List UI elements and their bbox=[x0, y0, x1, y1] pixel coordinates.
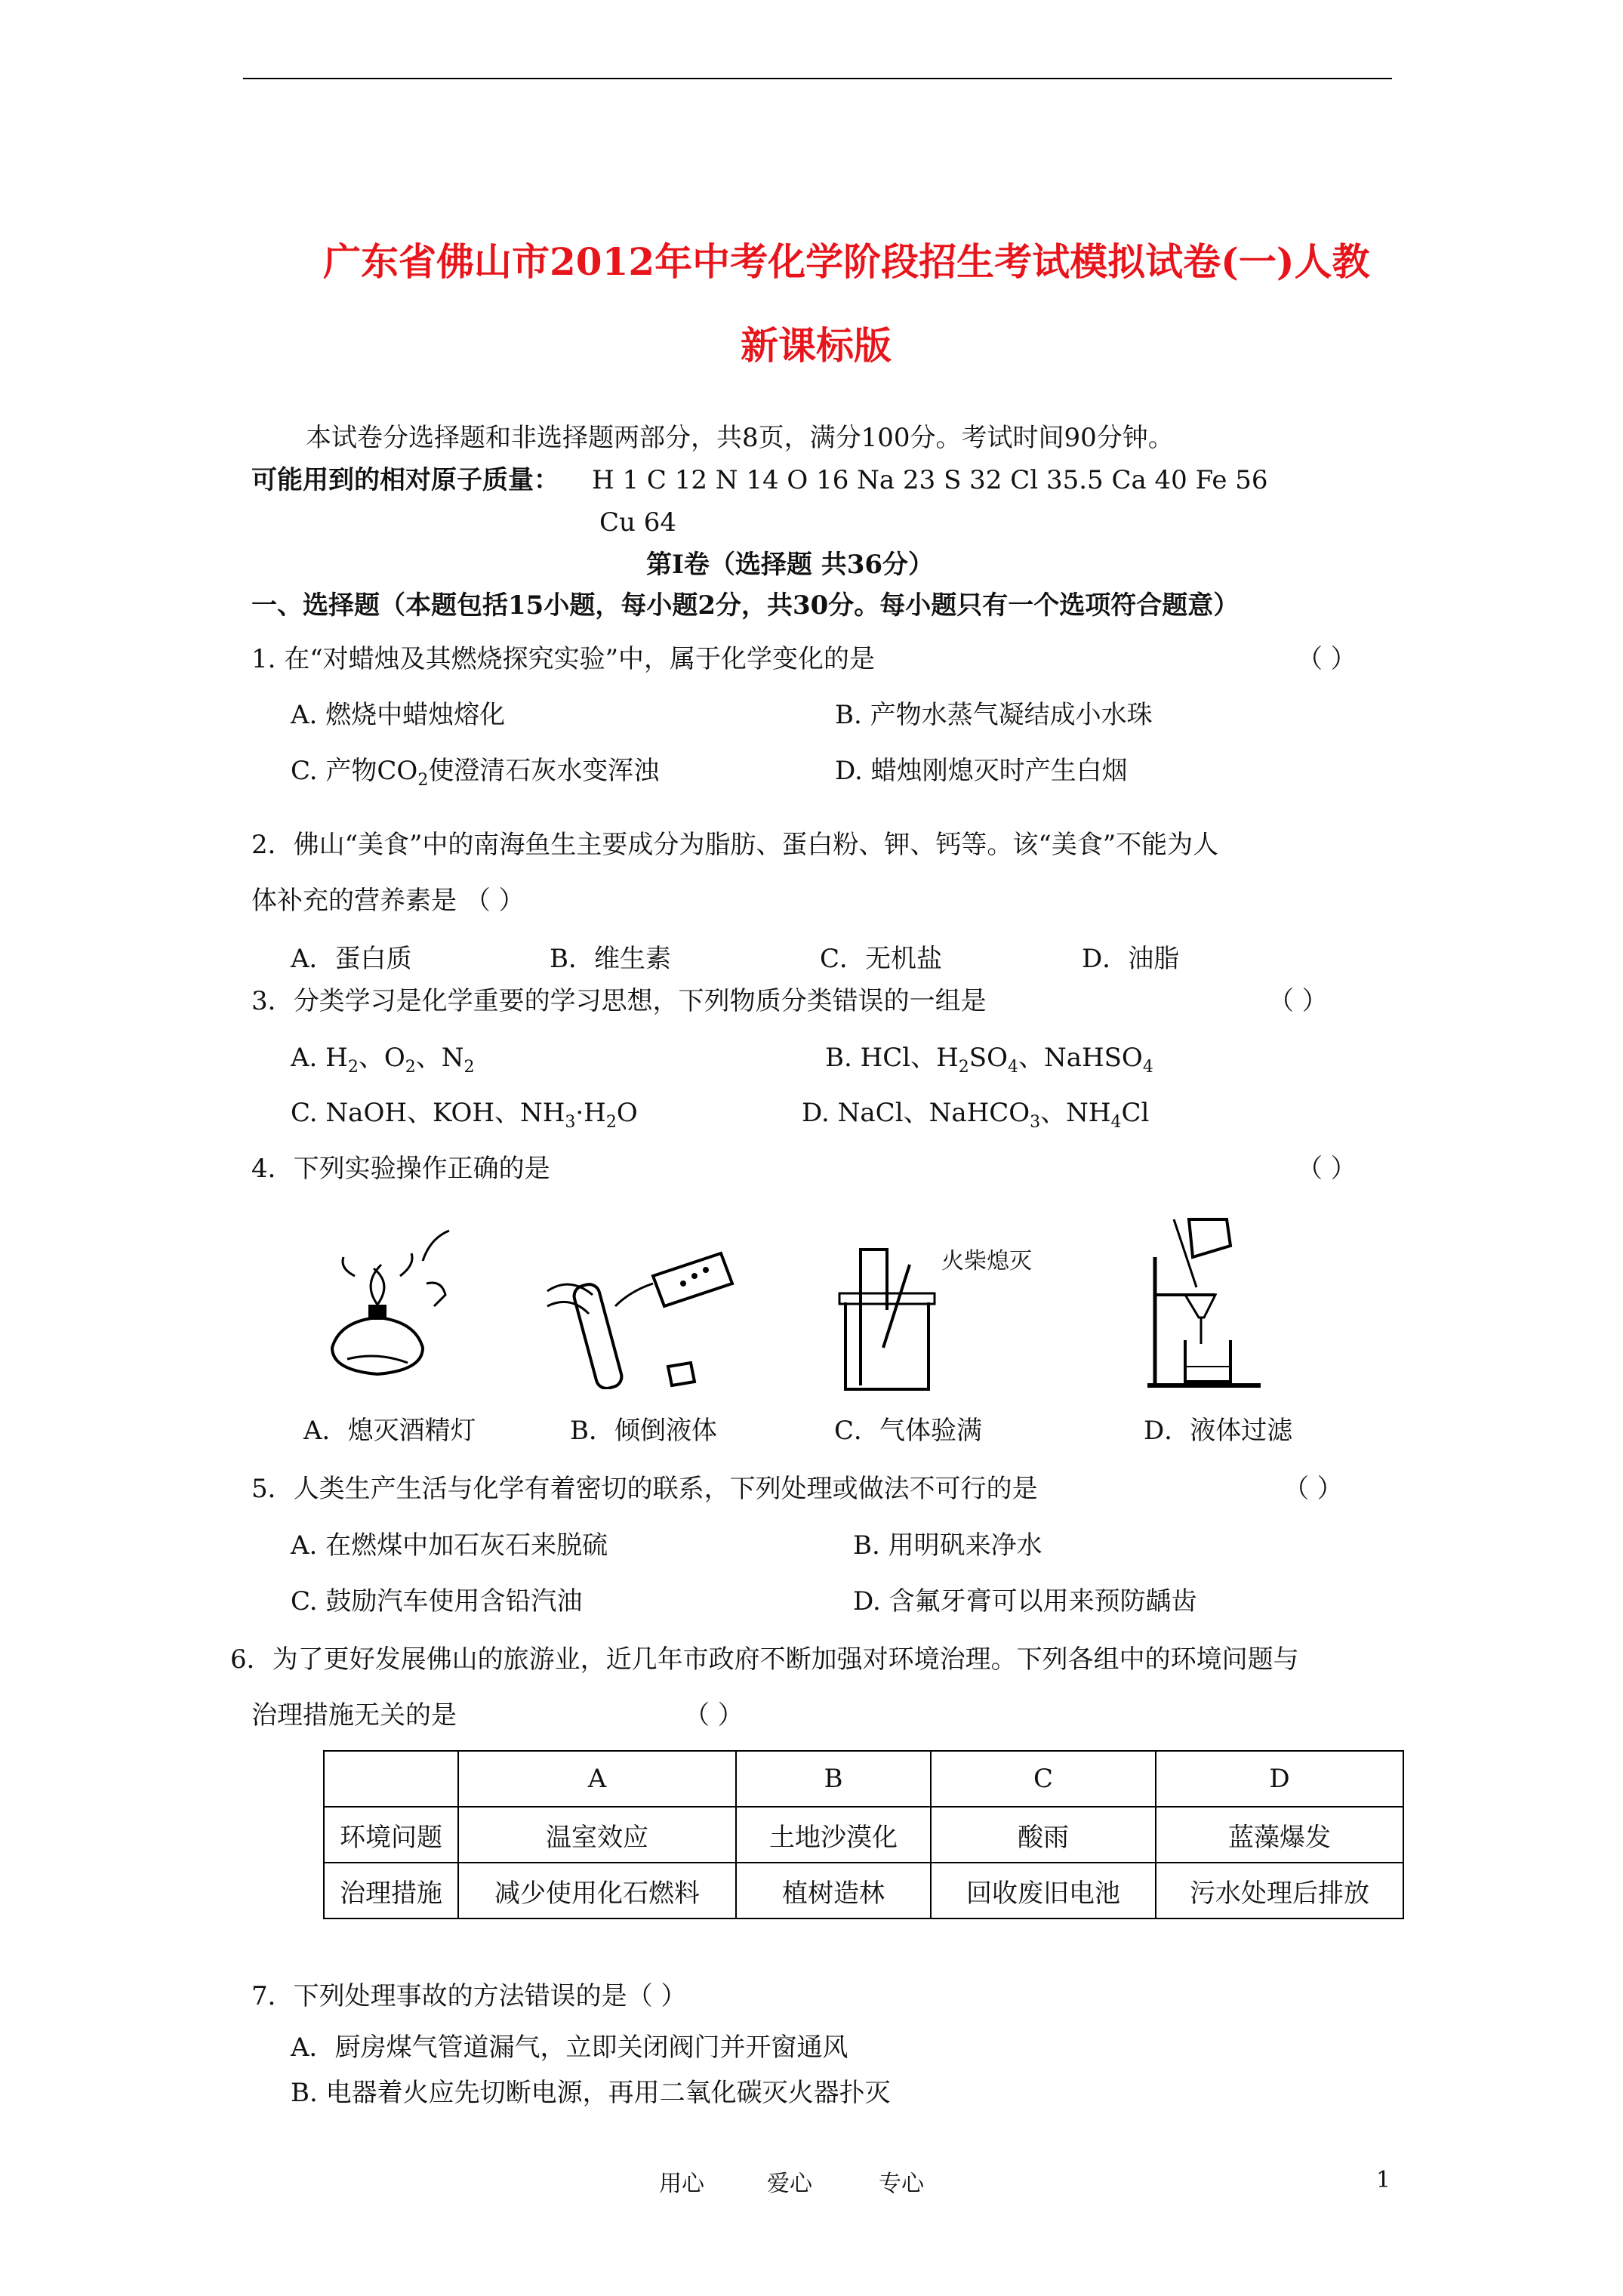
table-cell: B bbox=[736, 1751, 931, 1807]
header-rule bbox=[243, 78, 1392, 79]
table-cell: 土地沙漠化 bbox=[736, 1807, 931, 1863]
q4-stem: 4．下列实验操作正确的是 bbox=[251, 1154, 550, 1184]
q1-stem: 1. 在“对蜡烛及其燃烧探究实验”中，属于化学变化的是 bbox=[251, 644, 876, 674]
q2-stem-line1: 2．佛山“美食”中的南海鱼生主要成分为脂肪、蛋白粉、钾、钙等。该“美食”不能为人 bbox=[251, 830, 1219, 860]
table-cell: 减少使用化石燃料 bbox=[458, 1863, 736, 1918]
q4-option-b: B．倾倒液体 bbox=[570, 1416, 717, 1446]
q6-table bbox=[323, 1750, 1404, 1919]
q1-option-b: B. 产物水蒸气凝结成小水珠 bbox=[835, 700, 1153, 730]
footer-word-1: 用心 bbox=[659, 2171, 704, 2197]
q4-option-d: D．液体过滤 bbox=[1144, 1416, 1293, 1446]
fig-filtration bbox=[1132, 1212, 1268, 1393]
table-cell: 酸雨 bbox=[931, 1807, 1156, 1863]
table-cell: 蓝藻爆发 bbox=[1156, 1807, 1403, 1863]
footer-word-2: 爱心 bbox=[767, 2171, 812, 2197]
q2-option-b: B．维生素 bbox=[550, 944, 671, 974]
table-cell: 植树造林 bbox=[736, 1863, 931, 1918]
q3-answer-paren: （ ） bbox=[1268, 986, 1328, 1016]
q2-stem-line2: 体补充的营养素是 （ ） bbox=[251, 886, 525, 916]
q2-option-a: A．蛋白质 bbox=[291, 944, 412, 974]
q2-option-d: D．油脂 bbox=[1082, 944, 1180, 974]
q6-stem-line2: 治理措施无关的是 bbox=[251, 1700, 457, 1730]
atomic-mass-values: H 1 C 12 N 14 O 16 Na 23 S 32 Cl 35.5 Ca 40 Fe 56 bbox=[592, 465, 1268, 495]
table-cell: 环境问题 bbox=[324, 1807, 458, 1863]
table-cell: 污水处理后排放 bbox=[1156, 1863, 1403, 1918]
table-cell: A bbox=[458, 1751, 736, 1807]
q6-stem-line1: 6．为了更好发展佛山的旅游业，近几年市政府不断加强对环境治理。下列各组中的环境问题与 bbox=[230, 1644, 1299, 1675]
intro-text: 本试卷分选择题和非选择题两部分，共8页，满分100分。考试时间90分钟。 bbox=[306, 423, 1174, 453]
footer-word-3: 专心 bbox=[879, 2171, 924, 2197]
q4-answer-paren: （ ） bbox=[1297, 1154, 1357, 1184]
table-cell: 回收废旧电池 bbox=[931, 1863, 1156, 1918]
q3-stem: 3．分类学习是化学重要的学习思想，下列物质分类错误的一组是 bbox=[251, 986, 987, 1016]
table-cell: 温室效应 bbox=[458, 1807, 736, 1863]
q4-option-c: C．气体验满 bbox=[834, 1416, 983, 1446]
q5-stem: 5．人类生产生活与化学有着密切的联系，下列处理或做法不可行的是 bbox=[251, 1474, 1038, 1504]
q1-answer-paren: （ ） bbox=[1297, 644, 1357, 674]
q1-option-c: C. 产物$CO_2$使澄清石灰水变浑浊 bbox=[291, 756, 660, 790]
atomic-mass-label: 可能用到的相对原子质量： bbox=[251, 465, 559, 495]
fig-label-match-out: 火柴熄灭 bbox=[941, 1248, 1032, 1274]
q3-option-b: B. HCl、$H_2SO_4$、NaHSO$_4$ bbox=[825, 1043, 1153, 1077]
q2-option-c: C．无机盐 bbox=[820, 944, 943, 974]
q3-option-a: A. $H_2$、$O_2$、$N_2$ bbox=[291, 1043, 475, 1077]
table-cell: D bbox=[1156, 1751, 1403, 1807]
table-row bbox=[324, 1807, 1403, 1863]
q5-answer-paren: （ ） bbox=[1283, 1474, 1343, 1504]
q1-option-a: A. 燃烧中蜡烛熔化 bbox=[291, 700, 506, 730]
q4-option-a: A．熄灭酒精灯 bbox=[303, 1416, 476, 1446]
q7-option-b: B. 电器着火应先切断电源，再用二氧化碳灭火器扑灭 bbox=[291, 2078, 891, 2108]
part1-heading: 一、选择题（本题包括15小题，每小题2分，共30分。每小题只有一个选项符合题意） bbox=[251, 590, 1240, 621]
table-cell: 治理措施 bbox=[324, 1863, 458, 1918]
q1-option-d: D. 蜡烛刚熄灭时产生白烟 bbox=[835, 756, 1128, 786]
q7-stem: 7．下列处理事故的方法错误的是（ ） bbox=[251, 1981, 687, 2011]
page-title-line2: 新课标版 bbox=[741, 323, 892, 368]
page-title-line1: 广东省佛山市2012年中考化学阶段招生考试模拟试卷(一)人教 bbox=[323, 239, 1370, 284]
table-cell: C bbox=[931, 1751, 1156, 1807]
q5-option-a: A. 在燃煤中加石灰石来脱硫 bbox=[291, 1530, 608, 1561]
q6-answer-paren: （ ） bbox=[684, 1700, 744, 1730]
atomic-mass-values-2: Cu 64 bbox=[599, 507, 676, 538]
page-number: 1 bbox=[1376, 2167, 1391, 2193]
table-row bbox=[324, 1751, 1403, 1807]
fig-alcohol-lamp bbox=[310, 1223, 460, 1389]
q3-option-d: D. NaCl、NaHCO$_3$、$NH_4Cl$ bbox=[802, 1098, 1150, 1132]
q5-option-c: C. 鼓励汽车使用含铅汽油 bbox=[291, 1586, 583, 1616]
q7-option-a: A．厨房煤气管道漏气，立即关闭阀门并开窗通风 bbox=[291, 2032, 848, 2063]
table-row bbox=[324, 1863, 1403, 1918]
q5-option-b: B. 用明矾来净水 bbox=[853, 1530, 1042, 1561]
section-title: 第Ⅰ卷（选择题 共36分） bbox=[646, 550, 935, 580]
table-cell bbox=[324, 1751, 458, 1807]
q5-option-d: D. 含氟牙膏可以用来预防龋齿 bbox=[853, 1586, 1197, 1616]
fig-pouring-liquid bbox=[540, 1223, 744, 1389]
q3-option-c: C. NaOH、KOH、$NH_3\cdot H_2O$ bbox=[291, 1098, 638, 1132]
